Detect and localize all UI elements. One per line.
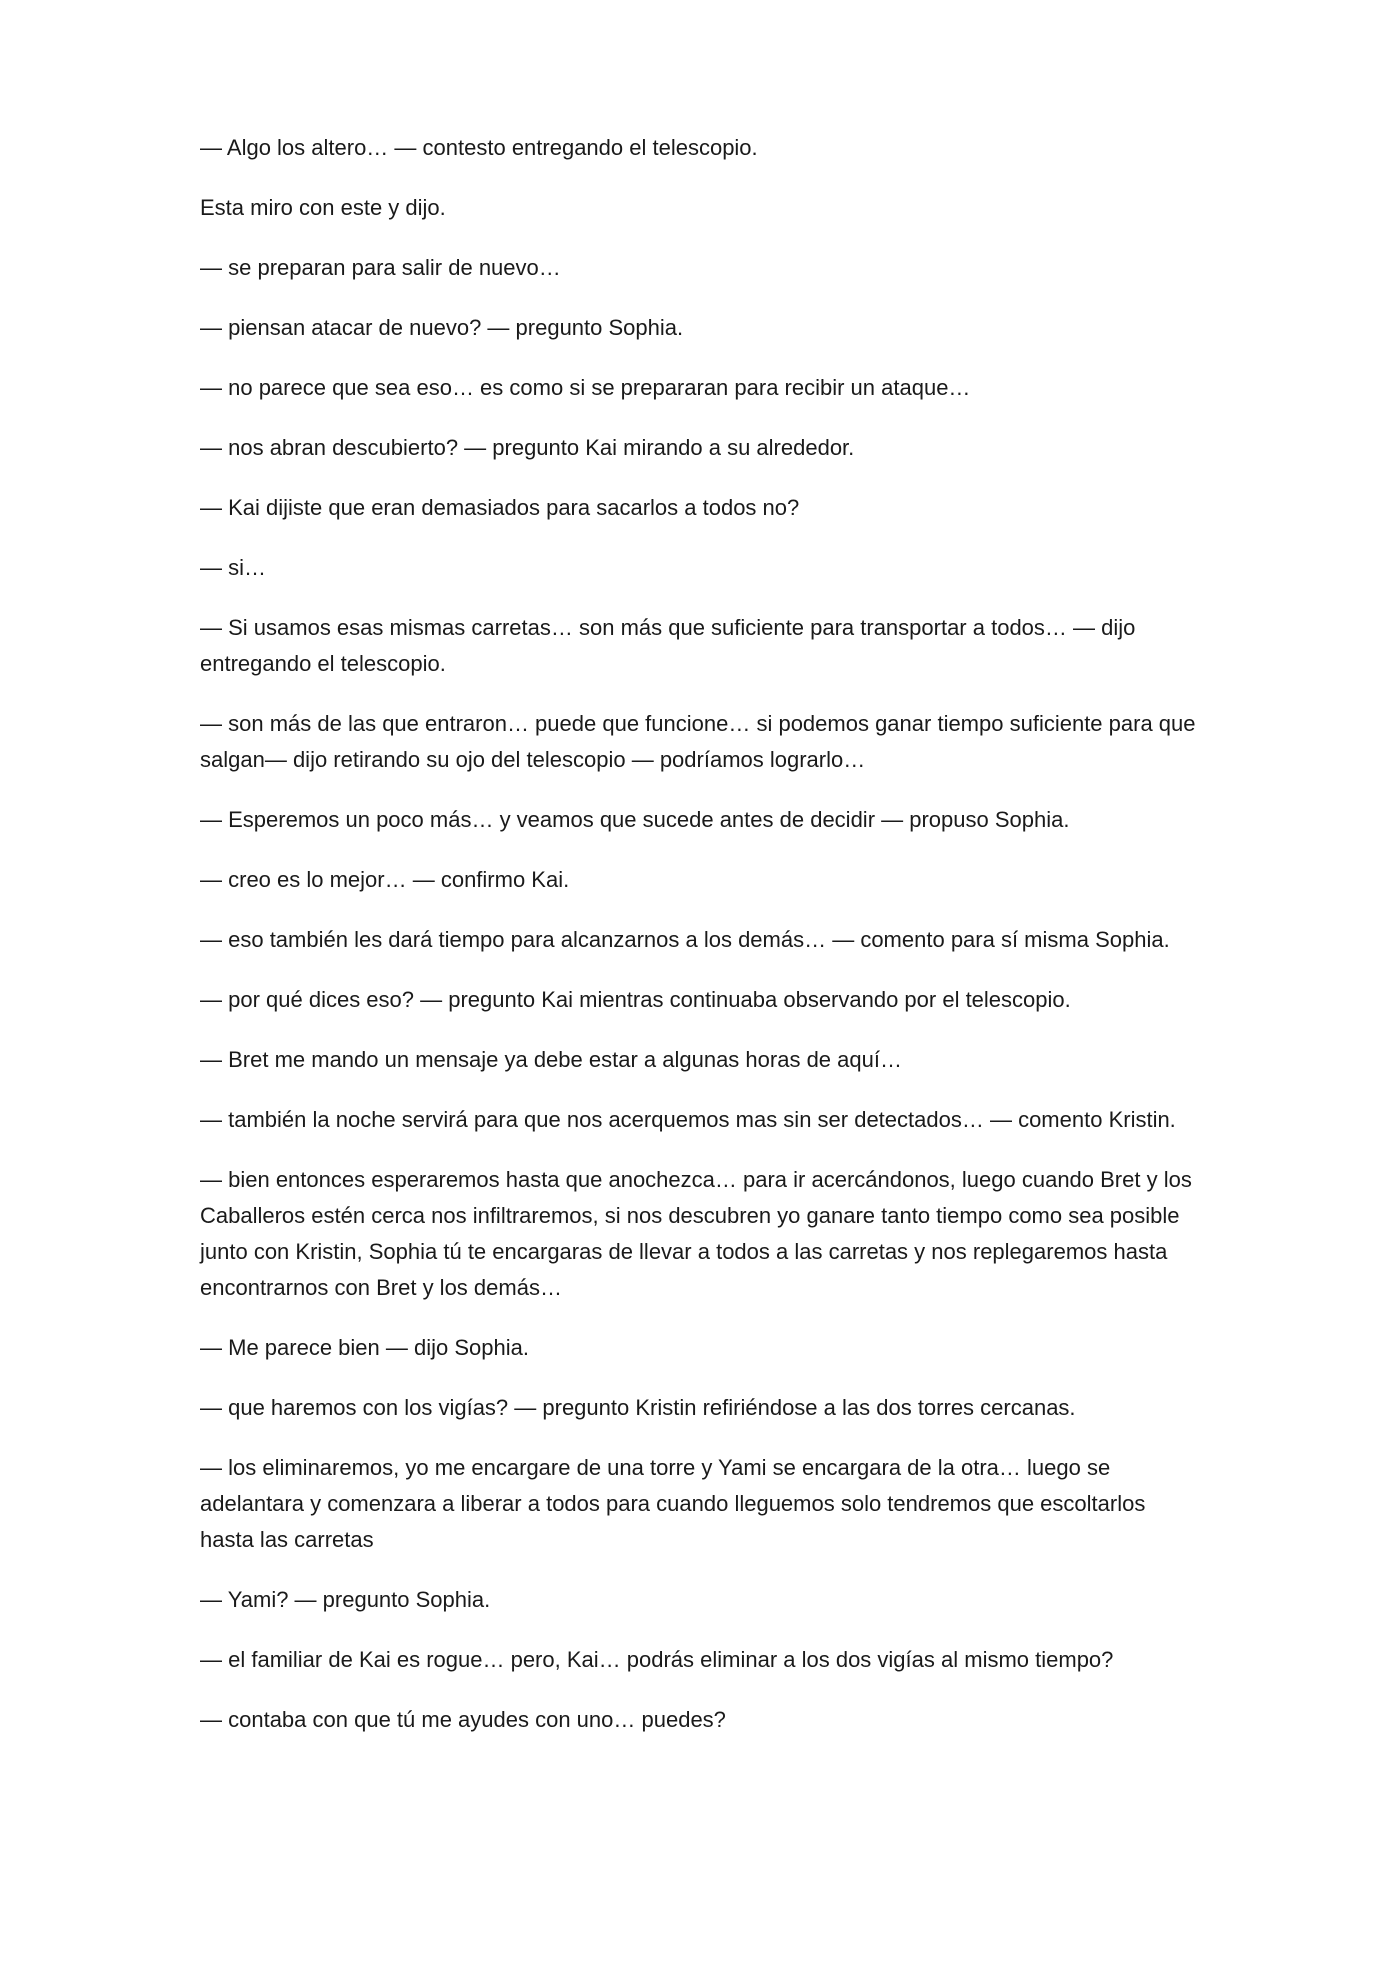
- paragraph-4: — piensan atacar de nuevo? — pregunto Sophia.: [200, 315, 684, 340]
- paragraph-1: — Algo los altero… — contesto entregando el telescopio.: [200, 135, 758, 160]
- paragraph-7: — Kai dijiste que eran demasiados para sacarlos a todos no?: [200, 495, 800, 520]
- paragraph-12: — creo es lo mejor… — confirmo Kai.: [200, 867, 570, 892]
- paragraph-5: — no parece que sea eso… es como si se prepararan para recibir un ataque…: [200, 375, 971, 400]
- paragraph-13: — eso también les dará tiempo para alcanzarnos a los demás… — comento para sí misma Sophia.: [200, 927, 1170, 952]
- document-body: [200, 130, 1200, 1762]
- paragraph-23: — contaba con que tú me ayudes con uno… puedes?: [200, 1707, 726, 1732]
- paragraph-11: — Esperemos un poco más… y veamos que sucede antes de decidir — propuso Sophia.: [200, 807, 1070, 832]
- paragraph-10: — son más de las que entraron… puede que funcione… si podemos ganar tiempo suficiente para que salgan— dijo retirando su ojo del telescopio — podríamos lograrlo…: [200, 711, 1196, 772]
- paragraph-15: — Bret me mando un mensaje ya debe estar a algunas horas de aquí…: [200, 1047, 902, 1072]
- paragraph-2: Esta miro con este y dijo.: [200, 195, 446, 220]
- paragraph-18: — Me parece bien — dijo Sophia.: [200, 1335, 529, 1360]
- paragraph-14: — por qué dices eso? — pregunto Kai mientras continuaba observando por el telescopio.: [200, 987, 1071, 1012]
- paragraph-6: — nos abran descubierto? — pregunto Kai mirando a su alrededor.: [200, 435, 855, 460]
- paragraph-9: — Si usamos esas mismas carretas… son más que suficiente para transportar a todos… — dijo entregando el telescopio.: [200, 615, 1136, 676]
- paragraph-3: — se preparan para salir de nuevo…: [200, 255, 561, 280]
- paragraph-16: — también la noche servirá para que nos acerquemos mas sin ser detectados… — comento Kristin.: [200, 1107, 1176, 1132]
- paragraph-21: — Yami? — pregunto Sophia.: [200, 1587, 491, 1612]
- paragraph-19: — que haremos con los vigías? — pregunto Kristin refiriéndose a las dos torres cercanas.: [200, 1395, 1076, 1420]
- paragraph-8: — si…: [200, 555, 266, 580]
- paragraph-20: — los eliminaremos, yo me encargare de una torre y Yami se encargara de la otra… luego se adelantara y comenzara a liberar a todos para cuando lleguemos solo tendremos que escoltarlos hasta las carretas: [200, 1455, 1146, 1552]
- paragraph-22: — el familiar de Kai es rogue… pero, Kai… podrás eliminar a los dos vigías al mismo tiempo?: [200, 1647, 1114, 1672]
- paragraph-17: — bien entonces esperaremos hasta que anochezca… para ir acercándonos, luego cuando Bret y los Caballeros estén cerca nos infiltraremos, si nos descubren yo ganare tanto tiempo como sea posible junto con Kristin, Sophia tú te encargaras de llevar a todos a las carretas y nos replegaremos hasta encontrarnos con Bret y los demás…: [200, 1167, 1192, 1300]
